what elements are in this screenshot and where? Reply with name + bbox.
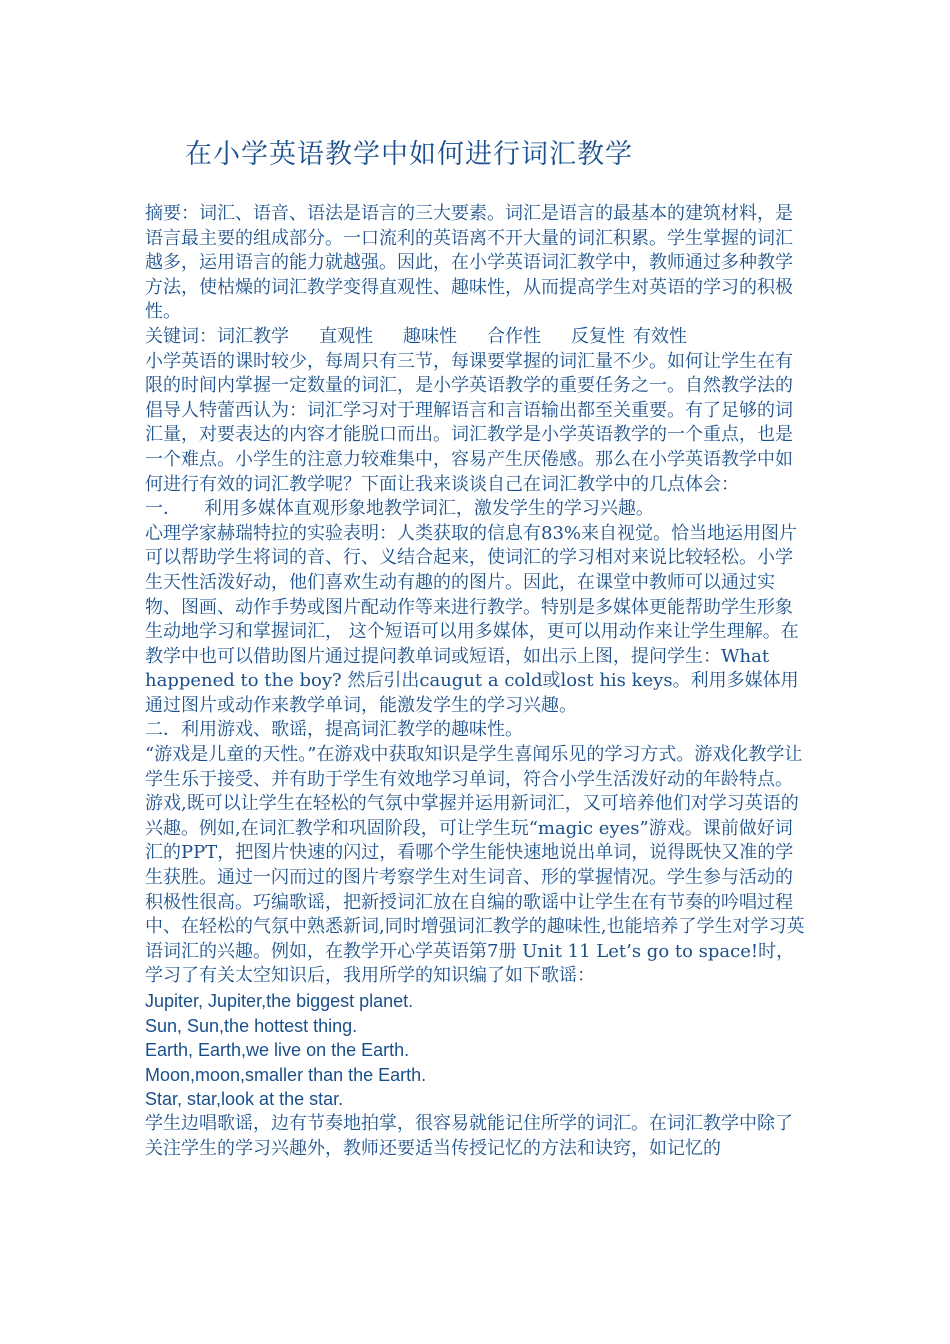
section-2-paragraph: “游戏是儿童的天性。”在游戏中获取知识是学生喜闻乐见的学习方式。游戏化教学让学生乐于接受、并有助于学生有效地学习单词，符合小学生活泼好动的年龄特点。游戏,既可以让学生在轻松的气氛中掌握并运用新词汇，又可培养他们对学习英语的兴趣。例如,在词汇教学和巩固阶段，可让学生玩“magic eyes”游戏。课前做好词汇的PPT，把图片快速的闪过，看哪个学生能快速地说出单词，说得既快又准的学生获胜。通过一闪而过的图片考察学生对生词音、形的掌握情况。学生参与活动的积极性很高。巧编歌谣，把新授词汇放在自编的歌谣中让学生在有节奏的吟唱过程中、在轻松的气氛中熟悉新词,同时增强词汇教学的趣味性,也能培养了学生对学习英语词汇的兴趣。例如，在教学开心学英语第7册 Unit 11 Let’s go to space!时，学习了有关太空知识后，我用所学的知识编了如下歌谣： xyxy=(145,744,805,987)
keywords-line xyxy=(145,325,807,350)
keyword-item: 反复性 xyxy=(571,325,625,347)
song-line: Jupiter, Jupiter,the biggest planet. xyxy=(145,991,414,1011)
keyword-item: 直观性 xyxy=(319,325,373,347)
keyword-item: 合作性 xyxy=(487,325,541,347)
section-1-paragraph: 心理学家赫瑞特拉的实验表明：人类获取的信息有83%来自视觉。恰当地运用图片可以帮助学生将词的音、行、义结合起来，使词汇的学习相对来说比较轻松。小学生天性活泼好动，他们喜欢生动有趣的的图片。因此，在课堂中教师可以通过实物、图画、动作手势或图片配动作等来进行教学。特别是多媒体更能帮助学生形象生动地学习和掌握词汇， 这个短语可以用多媒体，更可以用动作来让学生理解。在教学中也可以借助图片通过提问教单词或短语，如出示上图，提问学生：What happened to the boy? 然后引出caugut a cold或lost his keys。利用多媒体用通过图片或动作来教学单词，能激发学生的学习兴趣。 xyxy=(145,522,799,716)
section-heading-2: 二．利用游戏、歌谣，提高词汇教学的趣味性。 xyxy=(145,719,523,741)
keyword-item: 有效性 xyxy=(633,325,687,347)
section-heading-1: 一． 利用多媒体直观形象地教学词汇，激发学生的学习兴趣。 xyxy=(145,498,654,520)
document-title: 在小学英语教学中如何进行词汇教学 xyxy=(185,139,633,170)
song-line: Star, star,look at the star. xyxy=(145,1089,344,1110)
intro-paragraph: 小学英语的课时较少，每周只有三节，每课要掌握的词汇量不少。如何让学生在有限的时间内掌握一定数量的词汇，是小学英语教学的重要任务之一。自然教学法的倡导人特蕾西认为：词汇学习对于理解语言和言语输出都至关重要。有了足够的词汇量，对要表达的内容才能脱口而出。词汇教学是小学英语教学的一个重点，也是一个难点。小学生的注意力较难集中，容易产生厌倦感。那么在小学英语教学中如何进行有效的词汇教学呢？下面让我来谈谈自己在词汇教学中的几点体会： xyxy=(145,350,793,495)
song-line: Sun, Sun,the hottest thing. xyxy=(145,1015,358,1036)
document-body xyxy=(145,202,807,1161)
song-line: Moon,moon,smaller than the Earth. xyxy=(145,1064,427,1085)
abstract-paragraph: 摘要：词汇、语音、语法是语言的三大要素。词汇是语言的最基本的建筑材料，是语言最主要的组成部分。一口流利的英语离不开大量的词汇积累。学生掌握的词汇越多，运用语言的能力就越强。因此，在小学英语词汇教学中，教师通过多种教学方法，使枯燥的词汇教学变得直观性、趣味性，从而提高学生对英语的学习的积极性。 xyxy=(145,203,793,323)
keyword-item: 词汇教学 xyxy=(217,325,289,347)
song-line: Earth, Earth,we live on the Earth. xyxy=(145,1040,410,1061)
keywords-label: 关键词： xyxy=(145,325,217,347)
closing-paragraph: 学生边唱歌谣，边有节奏地拍掌，很容易就能记住所学的词汇。在词汇教学中除了关注学生的学习兴趣外，教师还要适当传授记忆的方法和诀窍，如记忆的 xyxy=(145,1112,793,1159)
keyword-item: 趣味性 xyxy=(403,325,457,347)
